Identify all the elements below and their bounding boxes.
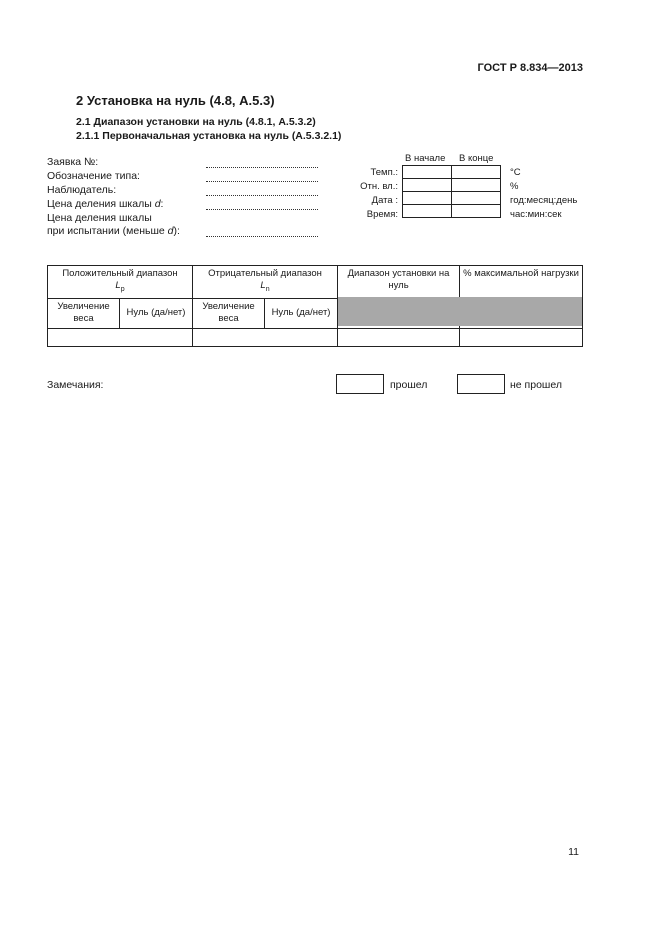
date-start-cell[interactable] xyxy=(403,192,452,205)
max-load-percent-header: % максимальной нагрузки xyxy=(460,266,583,329)
not-passed-checkbox[interactable] xyxy=(457,374,505,394)
passed-label: прошел xyxy=(390,379,428,391)
scale-division-test-label-1: Цена деления шкалы xyxy=(47,212,152,224)
subsubsection-title: 2.1.1 Первоначальная установка на нуль (А.5.3.2.1) xyxy=(76,130,342,142)
date-unit: год:месяц:день xyxy=(510,195,578,206)
passed-checkbox[interactable] xyxy=(336,374,384,394)
type-designation-field[interactable] xyxy=(206,181,318,182)
temp-start-cell[interactable] xyxy=(403,166,452,179)
scale-division-label: Цена деления шкалы d: xyxy=(47,198,164,210)
observer-label: Наблюдатель: xyxy=(47,184,117,196)
page-number: 11 xyxy=(568,846,579,858)
application-field[interactable] xyxy=(206,167,318,168)
negative-range-header: Отрицательный диапазон $L_n$ xyxy=(193,266,338,299)
negative-zero-header: Нуль (да/нет) xyxy=(265,298,338,328)
scale-division-field[interactable] xyxy=(206,209,318,210)
zero-range-header: Диапазон установки на нуль xyxy=(338,266,460,329)
positive-zero-header: Нуль (да/нет) xyxy=(120,298,193,328)
conditions-table xyxy=(402,165,501,218)
time-label: Время: xyxy=(366,209,398,220)
application-label: Заявка №: xyxy=(47,156,99,168)
conditions-end-header: В конце xyxy=(459,153,494,164)
standard-number: ГОСТ Р 8.834—2013 xyxy=(477,62,583,74)
time-end-cell[interactable] xyxy=(452,205,501,218)
section-title: 2 Установка на нуль (4.8, А.5.3) xyxy=(76,93,275,108)
date-label: Дата : xyxy=(371,195,398,206)
temp-label: Темп.: xyxy=(370,167,398,178)
zero-range-cell[interactable] xyxy=(338,328,460,346)
max-load-percent-cell[interactable] xyxy=(460,328,583,346)
temp-end-cell[interactable] xyxy=(452,166,501,179)
positive-range-cell[interactable] xyxy=(48,328,193,346)
positive-increase-header: Увеличение веса xyxy=(48,298,120,328)
date-end-cell[interactable] xyxy=(452,192,501,205)
humidity-start-cell[interactable] xyxy=(403,179,452,192)
gray-shaded-area xyxy=(338,297,582,326)
observer-field[interactable] xyxy=(206,195,318,196)
subsection-title: 2.1 Диапазон установки на нуль (4.8.1, А.5.3.2) xyxy=(76,116,316,128)
humidity-end-cell[interactable] xyxy=(452,179,501,192)
time-unit: час:мин:сек xyxy=(510,209,562,220)
type-designation-label: Обозначение типа: xyxy=(47,170,140,182)
temp-unit: °С xyxy=(510,167,521,178)
scale-division-test-label-2: при испытании (меньше d): xyxy=(47,225,180,237)
scale-division-test-field[interactable] xyxy=(206,236,318,237)
remarks-label: Замечания: xyxy=(47,379,104,391)
not-passed-label: не прошел xyxy=(510,379,562,391)
time-start-cell[interactable] xyxy=(403,205,452,218)
humidity-unit: % xyxy=(510,181,519,192)
positive-range-header: Положительный диапазон $L_p$ xyxy=(48,266,193,299)
negative-increase-header: Увеличение веса xyxy=(193,298,265,328)
negative-range-cell[interactable] xyxy=(193,328,338,346)
humidity-label: Отн. вл.: xyxy=(360,181,398,192)
conditions-start-header: В начале xyxy=(405,153,446,164)
